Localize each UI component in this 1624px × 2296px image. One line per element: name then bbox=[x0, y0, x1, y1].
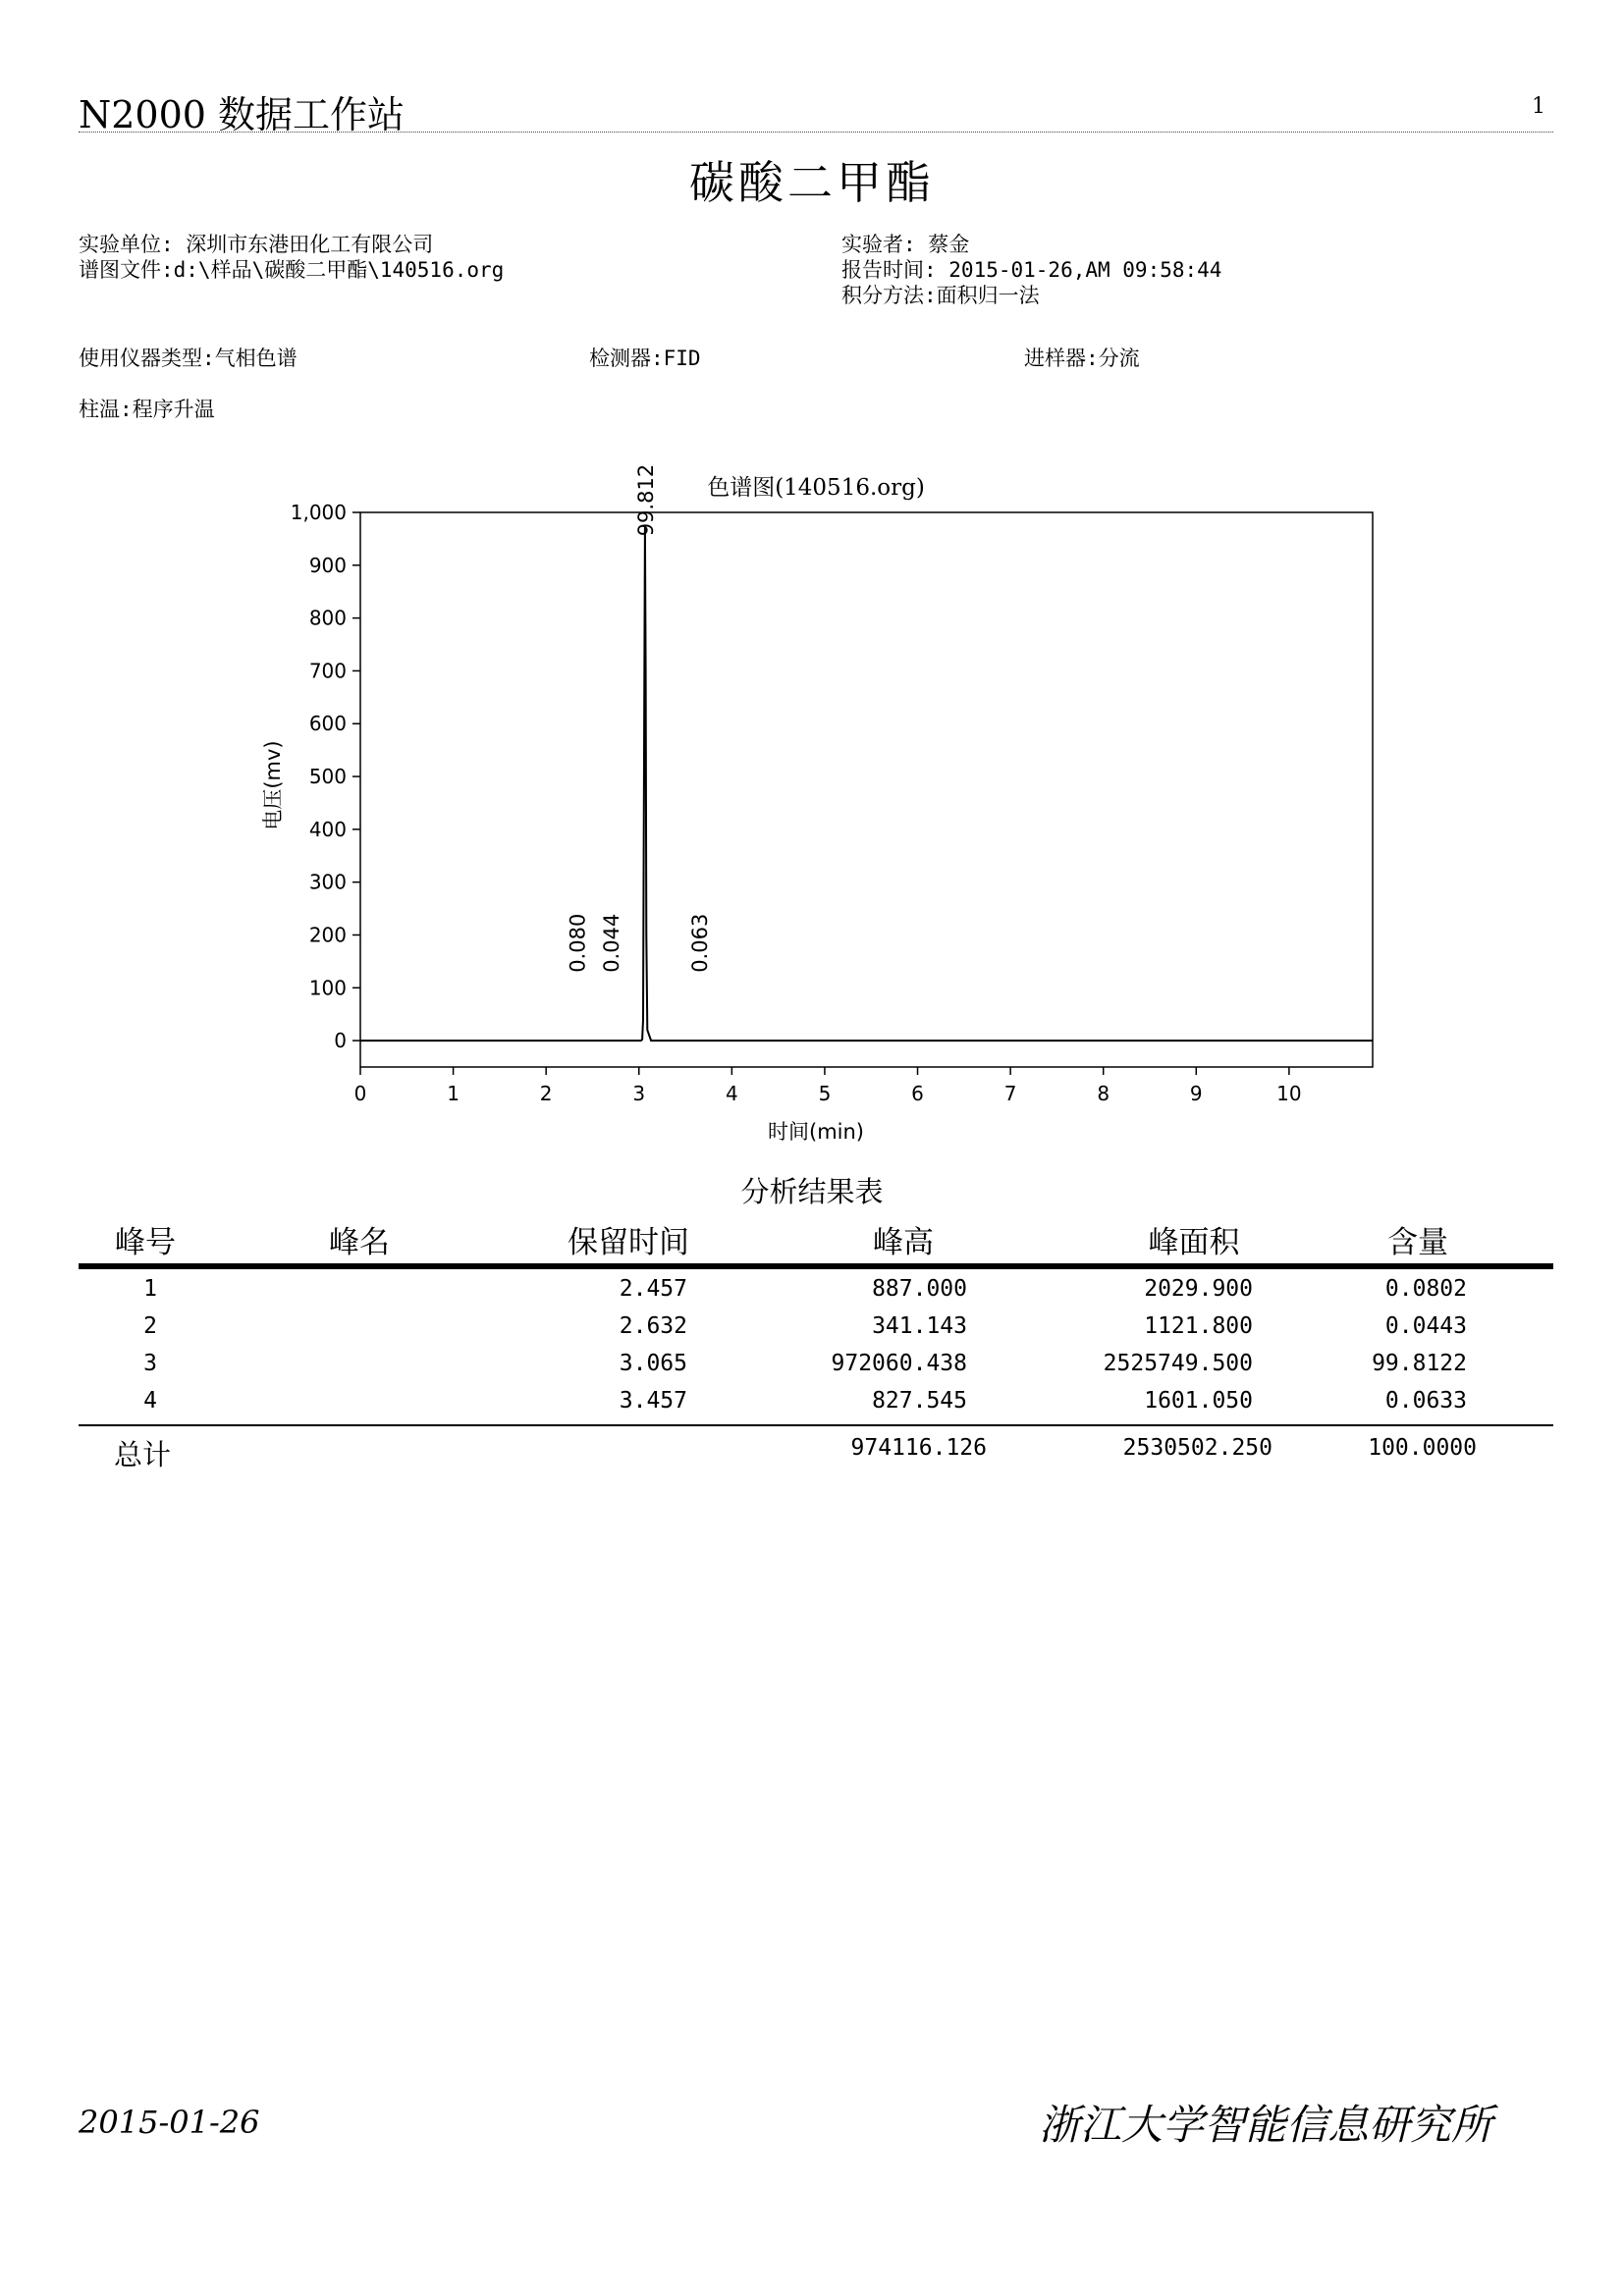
cell-content: 0.0802 bbox=[1384, 1276, 1467, 1302]
x-tick-label: 0 bbox=[353, 1082, 367, 1105]
x-tick-label: 10 bbox=[1276, 1082, 1302, 1105]
chromatogram-chart bbox=[0, 461, 1624, 1168]
table-header-rule bbox=[79, 1263, 1553, 1269]
x-axis bbox=[354, 1067, 1302, 1105]
y-tick-label: 600 bbox=[308, 712, 347, 736]
cell-retention-time: 3.065 bbox=[619, 1351, 687, 1376]
document-title: 碳酸二甲酯 bbox=[689, 156, 935, 209]
y-tick-label: 500 bbox=[308, 765, 347, 789]
cell-retention-time: 2.457 bbox=[619, 1276, 687, 1302]
detector: 检测器:FID bbox=[589, 347, 701, 370]
x-tick-label: 8 bbox=[1097, 1082, 1110, 1105]
total-peak-height: 974116.126 bbox=[850, 1435, 987, 1461]
cell-peak-no: 1 bbox=[143, 1276, 157, 1302]
cell-peak-area: 1121.800 bbox=[1144, 1313, 1253, 1339]
y-axis bbox=[291, 501, 360, 1052]
x-tick-label: 2 bbox=[539, 1082, 553, 1105]
peak-label: 0.080 bbox=[566, 913, 590, 973]
header-divider bbox=[79, 132, 1553, 133]
y-tick-label: 800 bbox=[308, 606, 347, 630]
table-title: 分析结果表 bbox=[740, 1175, 884, 1208]
cell-peak-no: 3 bbox=[143, 1351, 157, 1376]
report-time: 报告时间: 2015-01-26,AM 09:58:44 bbox=[841, 258, 1222, 282]
injector: 进样器:分流 bbox=[1024, 347, 1140, 370]
header-content: 含量 bbox=[1387, 1225, 1448, 1260]
peak-label: 0.044 bbox=[600, 913, 623, 973]
footer-organization: 浙江大学智能信息研究所 bbox=[1039, 2101, 1493, 2149]
cell-retention-time: 3.457 bbox=[619, 1388, 687, 1414]
chromatogram-trace bbox=[360, 527, 1373, 1041]
x-tick-label: 6 bbox=[911, 1082, 924, 1105]
cell-peak-height: 341.143 bbox=[872, 1313, 967, 1339]
cell-content: 0.0443 bbox=[1384, 1313, 1467, 1339]
x-tick-label: 4 bbox=[725, 1082, 738, 1105]
y-axis-label: 电压(mv) bbox=[261, 740, 285, 830]
app-title: N2000 数据工作站 bbox=[79, 93, 406, 136]
footer-date: 2015-01-26 bbox=[79, 2104, 260, 2141]
x-tick-label: 9 bbox=[1189, 1082, 1203, 1105]
instrument-type: 使用仪器类型:气相色谱 bbox=[79, 347, 298, 370]
lab-unit: 实验单位: 深圳市东港田化工有限公司 bbox=[79, 233, 434, 256]
cell-content: 99.8122 bbox=[1372, 1351, 1467, 1376]
peak-label: 99.812 bbox=[633, 463, 658, 537]
cell-peak-no: 2 bbox=[143, 1313, 157, 1339]
header-peak-no: 峰号 bbox=[115, 1225, 176, 1260]
y-tick-label: 100 bbox=[308, 976, 347, 1000]
total-peak-area: 2530502.250 bbox=[1122, 1435, 1272, 1461]
peak-labels bbox=[566, 464, 712, 973]
x-axis-label: 时间(min) bbox=[768, 1120, 864, 1144]
y-tick-label: 400 bbox=[308, 817, 347, 841]
x-tick-label: 7 bbox=[1003, 1082, 1017, 1105]
x-tick-label: 1 bbox=[447, 1082, 460, 1105]
page-number: 1 bbox=[1532, 94, 1545, 119]
x-tick-label: 3 bbox=[632, 1082, 646, 1105]
plot-frame bbox=[360, 512, 1373, 1067]
cell-peak-area: 2525749.500 bbox=[1103, 1351, 1253, 1376]
cell-retention-time: 2.632 bbox=[619, 1313, 687, 1339]
cell-peak-no: 4 bbox=[143, 1388, 157, 1414]
header-peak-name: 峰名 bbox=[329, 1225, 390, 1260]
cell-peak-height: 972060.438 bbox=[831, 1351, 967, 1376]
table-total-rule bbox=[79, 1424, 1553, 1426]
total-content: 100.0000 bbox=[1368, 1435, 1477, 1461]
y-tick-label: 0 bbox=[334, 1029, 347, 1053]
integration-method: 积分方法:面积归一法 bbox=[841, 284, 1040, 307]
spectrum-file: 谱图文件:d:\样品\碳酸二甲酯\140516.org bbox=[79, 258, 505, 282]
chart-title: 色谱图(140516.org) bbox=[707, 475, 925, 501]
x-tick-label: 5 bbox=[818, 1082, 832, 1105]
column-temperature: 柱温:程序升温 bbox=[79, 398, 215, 421]
experimenter: 实验者: 蔡金 bbox=[841, 233, 970, 256]
y-tick-label: 200 bbox=[308, 923, 347, 947]
peak-label: 0.063 bbox=[688, 913, 712, 973]
y-tick-label: 900 bbox=[308, 553, 347, 577]
cell-peak-height: 887.000 bbox=[872, 1276, 967, 1302]
y-tick-label: 700 bbox=[308, 659, 347, 683]
y-tick-label: 1,000 bbox=[290, 501, 347, 524]
cell-peak-area: 1601.050 bbox=[1144, 1388, 1253, 1414]
cell-peak-area: 2029.900 bbox=[1144, 1276, 1253, 1302]
cell-content: 0.0633 bbox=[1384, 1388, 1467, 1414]
header-retention-time: 保留时间 bbox=[568, 1225, 689, 1260]
total-label: 总计 bbox=[114, 1438, 172, 1471]
header-peak-height: 峰高 bbox=[873, 1225, 934, 1260]
header-peak-area: 峰面积 bbox=[1148, 1225, 1240, 1260]
y-tick-label: 300 bbox=[308, 870, 347, 894]
cell-peak-height: 827.545 bbox=[872, 1388, 967, 1414]
